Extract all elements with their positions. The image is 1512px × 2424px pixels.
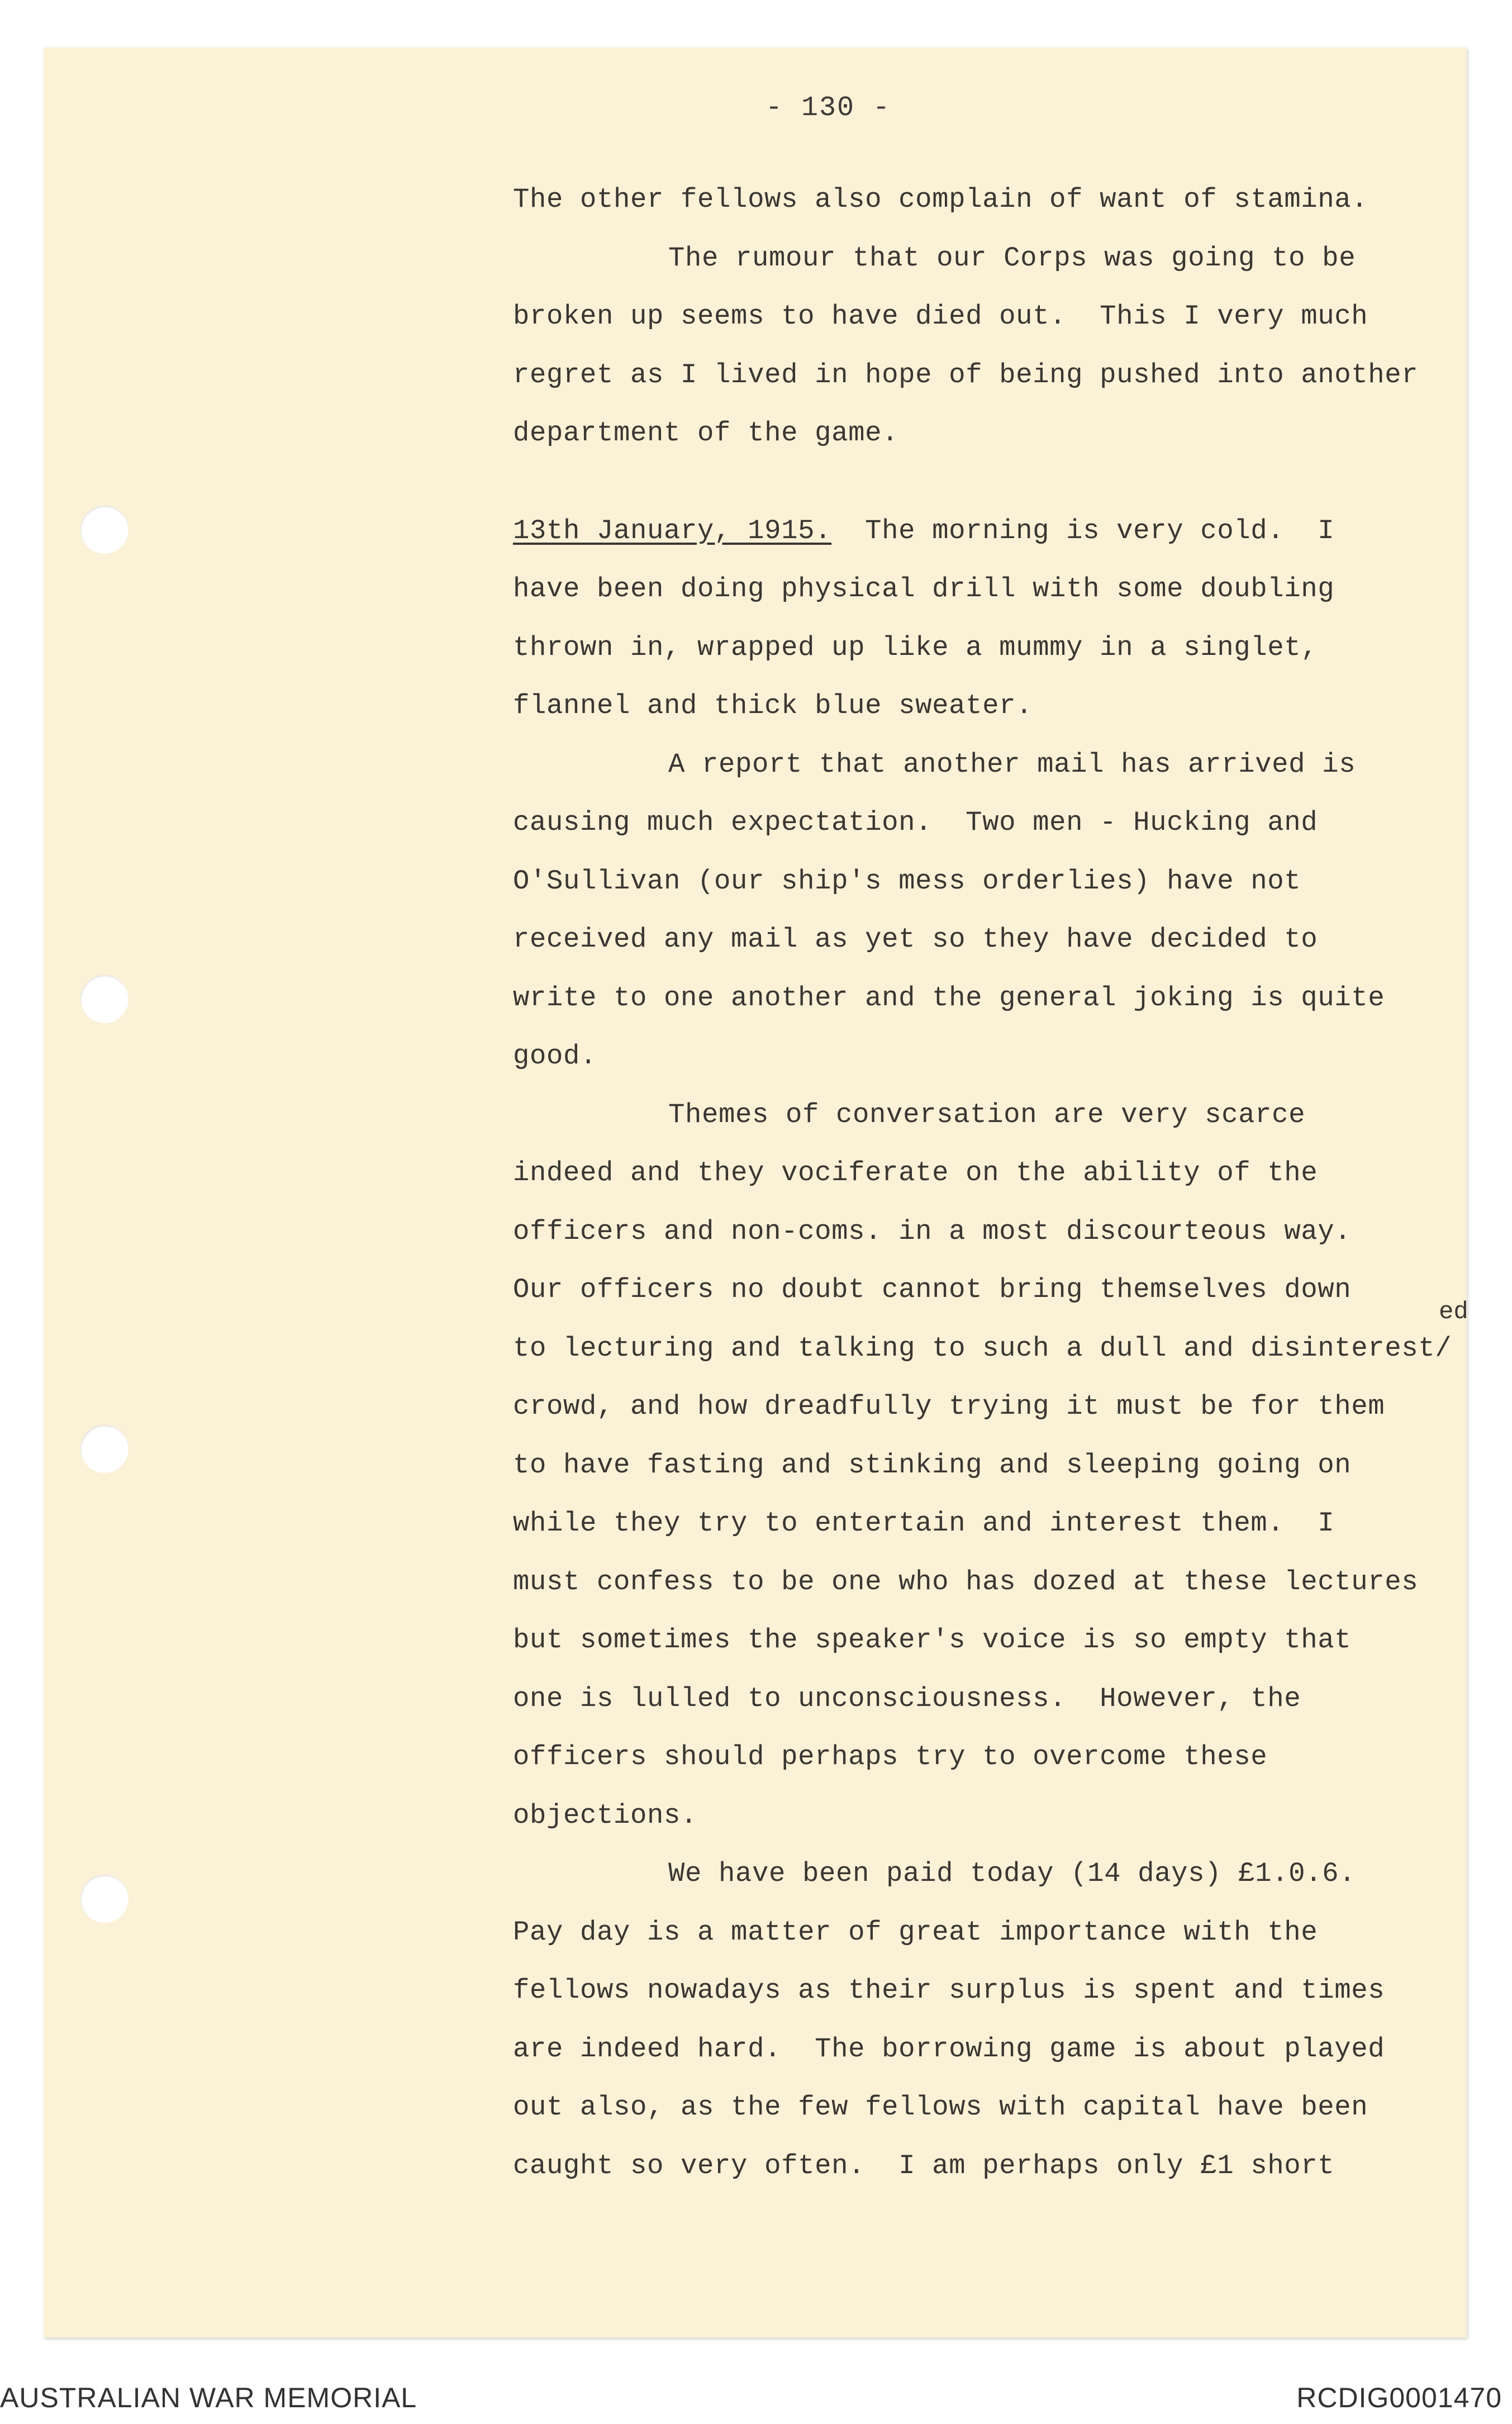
text-line: to lecturing and talking to such a dull and disinterest/ (513, 1332, 1452, 1364)
binder-hole (80, 1425, 129, 1473)
text-line: Themes of conversation are very scarce (668, 1099, 1306, 1130)
text-line: write to one another and the general joking is quite (513, 982, 1385, 1014)
text-line: O'Sullivan (our ship's mess orderlies) have not (513, 865, 1301, 897)
text-line: We have been paid today (14 days) £1.0.6. (668, 1858, 1356, 1889)
page-number: - 130 - (765, 92, 891, 124)
text-line: received any mail as yet so they have decided to (513, 924, 1318, 955)
paragraph-gap (513, 463, 1457, 502)
text-line: officers and non-coms. in a most discourteous way. (513, 1215, 1352, 1247)
text-line: The rumour that our Corps was going to be (668, 242, 1356, 274)
text-line: The other fellows also complain of want of stamina. (513, 184, 1368, 215)
archive-reference-id: RCDIG0001470 (1296, 2382, 1502, 2413)
text-line: out also, as the few fellows with capital have been (513, 2092, 1368, 2123)
text-line: good. (513, 1040, 597, 1072)
binder-hole (80, 1875, 129, 1923)
text-line: crowd, and how dreadfully trying it must be for them (513, 1391, 1385, 1422)
dated-entry-line (513, 502, 1457, 560)
text-line: have been doing physical drill with some doubling (513, 573, 1335, 605)
text-line: but sometimes the speaker's voice is so empty that (513, 1624, 1352, 1656)
archive-credit: AUSTRALIAN WAR MEMORIAL (0, 2382, 417, 2413)
text-line: regret as I lived in hope of being pushed into another (513, 359, 1419, 391)
text-line: indeed and they vociferate on the ability of the (513, 1157, 1318, 1189)
text-line: causing much expectation. Two men - Hucking and (513, 807, 1318, 838)
text-line: Pay day is a matter of great importance with the (513, 1916, 1318, 1948)
text-line: fellows nowadays as their surplus is spent and times (513, 1975, 1385, 2006)
text-line: objections. (513, 1799, 698, 1831)
text-line: must confess to be one who has dozed at these lectures (513, 1566, 1419, 1598)
entry-date: 13th January, 1915. (513, 515, 832, 546)
text-line: thrown in, wrapped up like a mummy in a singlet, (513, 631, 1318, 663)
typed-text-body (513, 170, 1457, 2195)
binder-hole (80, 506, 129, 554)
text-line: officers should perhaps try to overcome these (513, 1741, 1268, 1772)
binder-hole (80, 975, 129, 1023)
text-line: Our officers no doubt cannot bring themselves down (513, 1274, 1352, 1305)
handwritten-insert: ed (1439, 1298, 1468, 1326)
text-line: caught so very often. I am perhaps only £1 short (513, 2150, 1335, 2181)
text-line: to have fasting and stinking and sleeping going on (513, 1449, 1352, 1481)
text-line: while they try to entertain and interest them. I (513, 1508, 1335, 1539)
text-line: flannel and thick blue sweater. (513, 690, 1033, 721)
text-line: department of the game. (513, 417, 899, 449)
text-line: A report that another mail has arrived is (668, 748, 1356, 780)
text-line: broken up seems to have died out. This I very much (513, 301, 1368, 332)
text-line: are indeed hard. The borrowing game is about played (513, 2033, 1385, 2065)
text-line: one is lulled to unconsciousness. However, the (513, 1682, 1301, 1714)
text-line: The morning is very cold. I (831, 515, 1335, 546)
